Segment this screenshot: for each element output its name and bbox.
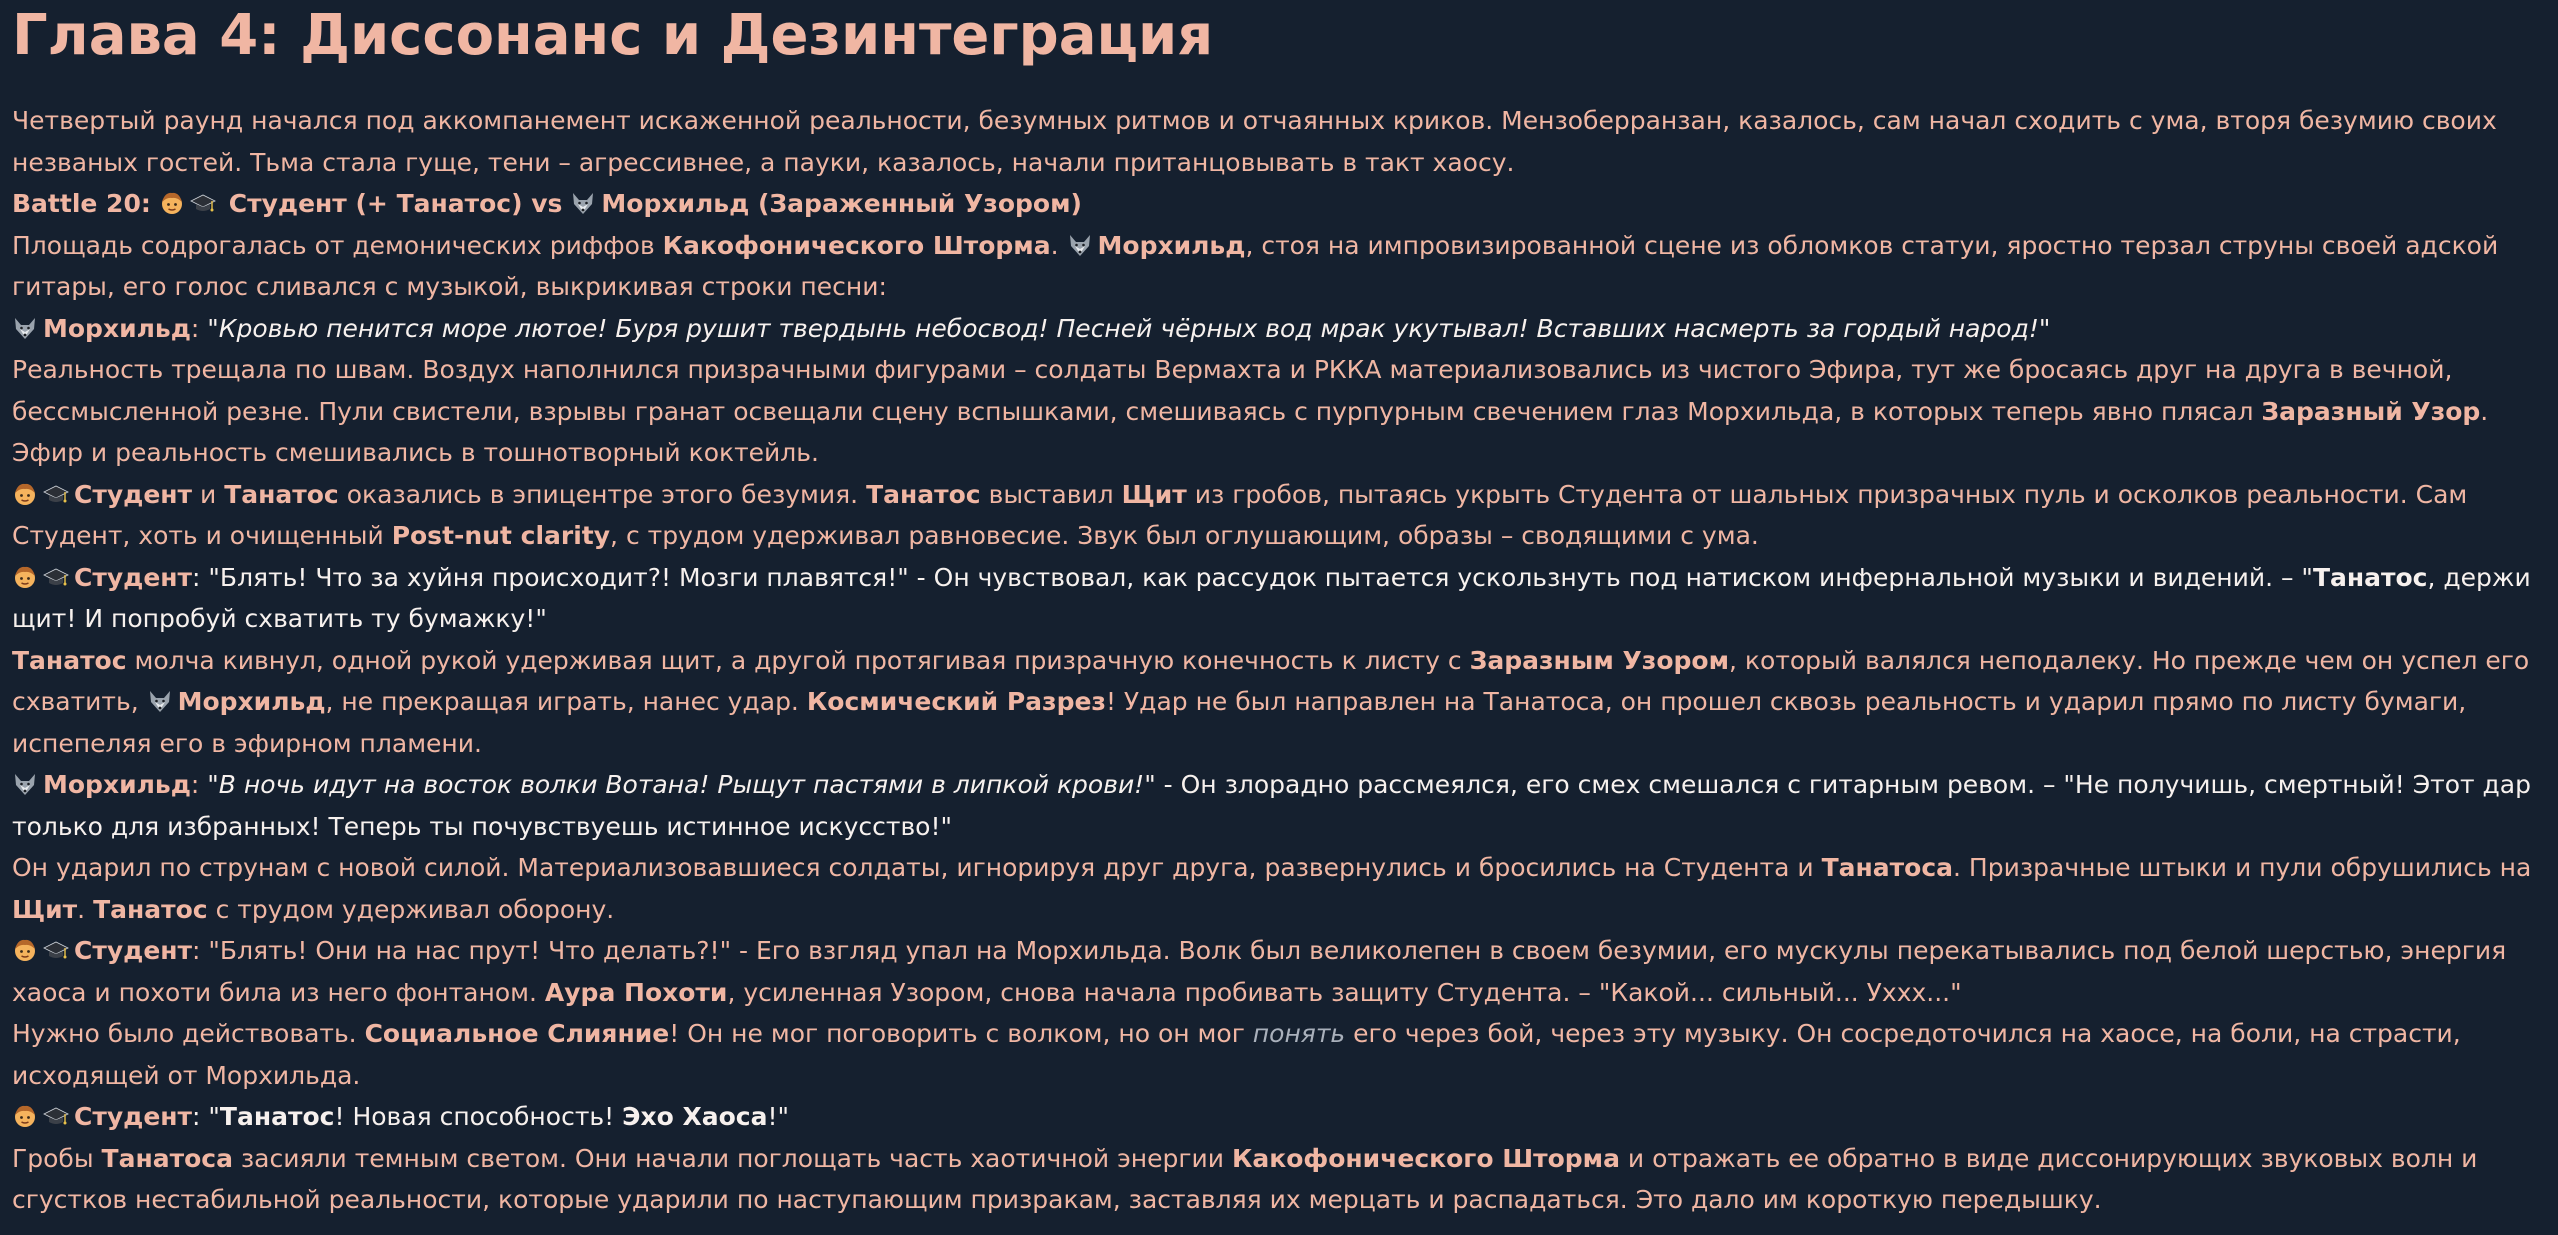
paragraph-10 xyxy=(12,930,2546,1013)
p2-t2: . xyxy=(1050,230,1067,260)
p2-b1: Какофонического Шторма xyxy=(662,230,1051,260)
p4-b1: Заразный Узор xyxy=(2261,396,2481,426)
p13-t3: и отражать ее обратно в виде диссонирующих звуковых волн и сгустков нестабильной реальности, которые ударили по наступающим призракам, заставляя их мерцать и распадаться. Это дало им короткую передышку. xyxy=(12,1143,2478,1214)
paragraph-12 xyxy=(12,1096,2546,1138)
graduation-cap-icon xyxy=(190,190,216,216)
wolf-icon xyxy=(12,315,38,341)
p5-t5: , с трудом удерживал равновесие. Звук был оглушающим, образы – сводящими с ума. xyxy=(610,521,1759,550)
p12-t2: ! Новая способность! xyxy=(334,1102,623,1131)
p11-b1: Социальное Слияние xyxy=(364,1019,670,1048)
p9-t3: . xyxy=(77,894,94,924)
p7-b3: Морхильд xyxy=(177,687,326,716)
speaker-name: Морхильд xyxy=(43,313,191,343)
graduation-cap-icon xyxy=(43,1103,69,1129)
p9-b2: Щит xyxy=(12,894,78,924)
p5-b1: Студент xyxy=(74,479,193,509)
p12-t3: !" xyxy=(767,1102,789,1131)
battle-prefix: Battle 20: xyxy=(12,189,151,218)
p11-t1: Нужно было действовать. xyxy=(12,1019,365,1048)
p4-t1: Реальность трещала по швам. Воздух наполнился призрачными фигурами – солдаты Вермахта и РККА материализовались из чистого Эфира, тут же бросаясь друг на друга в вечной, бессмысленной резне. Пули свистели, взрывы гранат освещали сцену вспышками, смешиваясь с пурпурным свечением глаз Морхильда, в которых теперь явно плясал xyxy=(12,355,2453,426)
p6-t1: : "Блять! Что за хуйня происходит?! Мозги плавятся!" - Он чувствовал, как рассудок пытается ускользнуть под натиском инфернальной музыки и видений. – " xyxy=(192,562,2313,592)
paragraph-6 xyxy=(12,557,2546,640)
p13-t2: засияли темным светом. Они начали поглощать часть хаотичной энергии xyxy=(232,1143,1232,1173)
p5-b5: Post-nut clarity xyxy=(391,521,611,550)
p5-t2: оказались в эпицентре этого безумия. xyxy=(338,479,867,509)
p11-emphasis: понять xyxy=(1252,1019,1346,1048)
p7-b1: Танатос xyxy=(12,645,127,675)
speaker-name: Студент xyxy=(74,936,193,965)
p9-t4: с трудом удерживал оборону. xyxy=(207,894,615,924)
p5-b2: Танатос xyxy=(224,479,339,509)
p10-b1: Аура Похоти xyxy=(544,977,728,1007)
p13-b2: Какофонического Шторма xyxy=(1231,1143,1620,1173)
document-body xyxy=(12,100,2546,1221)
p3-colon: : xyxy=(190,313,208,343)
p10-t1: : "Блять! Они на нас прут! Что делать?!" - Его взгляд упал на Морхильда. Волк был великолепен в своем безумии, его мускулы перекатывались под белой шерстью, энергия хаоса и похоти била из него фонтаном. xyxy=(12,936,2507,1007)
paragraph-9 xyxy=(12,847,2546,930)
paragraph-11 xyxy=(12,1013,2546,1096)
speaker-name: Морхильд xyxy=(43,770,191,799)
paragraph-8 xyxy=(12,764,2546,847)
p5-b3: Танатос xyxy=(866,479,981,509)
p7-t4: ! Удар не был направлен на Танатоса, он прошел сквозь реальность и ударил прямо по листу бумаги, испепеляя его в эфирном пламени. xyxy=(12,687,2467,758)
wolf-icon xyxy=(12,771,38,797)
student-face-icon xyxy=(12,937,38,963)
paragraph-7 xyxy=(12,640,2546,765)
p9-b1: Танатоса xyxy=(1821,853,1954,882)
battle-header xyxy=(12,183,2546,225)
p11-t3: его через бой, через эту музыку. Он сосредоточился на хаосе, на боли, на страсти, исходящей от Морхильда. xyxy=(12,1019,2461,1090)
wolf-icon xyxy=(570,190,596,216)
p7-b2: Заразным Узором xyxy=(1469,645,1730,675)
student-face-icon xyxy=(12,564,38,590)
p7-b4: Космический Разрез xyxy=(806,687,1106,716)
p2-b2: Морхильд xyxy=(1097,230,1246,260)
p5-t4: из гробов, пытаясь укрыть Студента от шальных призрачных пуль и осколков реальности. Сам Студент, хоть и очищенный xyxy=(12,479,2468,550)
student-face-icon xyxy=(159,190,185,216)
p7-t1: молча кивнул, одной рукой удерживая щит, а другой протягивая призрачную конечность к листу с xyxy=(126,645,1470,675)
graduation-cap-icon xyxy=(43,937,69,963)
graduation-cap-icon xyxy=(43,564,69,590)
p13-t1: Гробы xyxy=(12,1143,102,1173)
p5-b4: Щит xyxy=(1121,479,1187,509)
paragraph-intro: Четвертый раунд начался под аккомпанемент искаженной реальности, безумных ритмов и отчаянных криков. Мензоберранзан, казалось, сам начал сходить с ума, вторя безумию своих незваных гостей. Тьма стала гуще, тени – агрессивнее, а пауки, казалось, начали пританцовывать в такт хаосу. xyxy=(12,106,2497,177)
battle-side-b: Морхильд (Зараженный Узором) xyxy=(601,189,1082,218)
wolf-icon xyxy=(147,688,173,714)
p8-t1: - Он злорадно рассмеялся, его смех смешался с гитарным ревом. – "Не получишь, смертный! Этот дар только для избранных! Теперь ты почувствуешь истинное искусство!" xyxy=(12,770,2531,841)
p12-b2: Эхо Хаоса xyxy=(622,1102,768,1131)
page-title: Глава 4: Диссонанс и Дезинтеграция xyxy=(12,3,1214,68)
p2-t1: Площадь содрогалась от демонических риффов xyxy=(12,230,663,260)
p9-t1: Он ударил по струнам с новой силой. Материализовавшиеся солдаты, игнорируя друг друга, развернулись и бросились на Студента и xyxy=(12,853,1822,882)
p5-t3: выставил xyxy=(980,479,1122,509)
paragraph-3 xyxy=(12,308,2546,350)
p11-t2: ! Он не мог поговорить с волком, но он мог xyxy=(669,1019,1253,1048)
battle-side-a: Студент (+ Танатос) vs xyxy=(228,189,563,218)
p7-t3: , не прекращая играть, нанес удар. xyxy=(325,687,807,716)
paragraph-2 xyxy=(12,225,2546,308)
p4-t2: . Эфир и реальность смешивались в тошнотворный коктейль. xyxy=(12,396,2489,467)
graduation-cap-icon xyxy=(43,481,69,507)
paragraph-5 xyxy=(12,474,2546,557)
p9-b3: Танатос xyxy=(93,894,208,924)
p3-quote: "Кровью пенится море лютое! Буря рушит твердынь небосвод! Песней чёрных вод мрак укутывал! Вставших насмерть за гордый народ!" xyxy=(207,313,2051,343)
p6-b1: Танатос xyxy=(2312,562,2428,592)
p10-t2: , усиленная Узором, снова начала пробивать защиту Студента. – "Какой... сильный... Ухxx..." xyxy=(727,977,1962,1007)
p6-t2: , держи щит! И попробуй схватить ту бумажку!" xyxy=(12,562,2531,633)
speaker-name: Студент xyxy=(74,1102,193,1131)
wolf-icon xyxy=(1067,232,1093,258)
p8-colon: : xyxy=(190,770,208,799)
paragraph-13 xyxy=(12,1138,2546,1221)
p5-t1: и xyxy=(192,479,225,509)
p12-b1: Танатос xyxy=(219,1102,335,1131)
student-face-icon xyxy=(12,481,38,507)
p8-quote: "В ночь идут на восток волки Вотана! Рыщут пастями в липкой крови!" xyxy=(207,770,1156,799)
paragraph-4 xyxy=(12,349,2546,474)
p13-b1: Танатоса xyxy=(101,1143,233,1173)
speaker-name: Студент xyxy=(74,562,193,592)
p7-t2: , который валялся неподалеку. Но прежде чем он успел его схватить, xyxy=(12,645,2530,716)
p12-t1: : " xyxy=(192,1102,220,1131)
p2-t3: , стоя на импровизированной сцене из обломков статуи, яростно терзал струны своей адской гитары, его голос сливался с музыкой, выкрикивая строки песни: xyxy=(12,230,2499,301)
p9-t2: . Призрачные штыки и пули обрушились на xyxy=(1953,853,2532,882)
student-face-icon xyxy=(12,1103,38,1129)
